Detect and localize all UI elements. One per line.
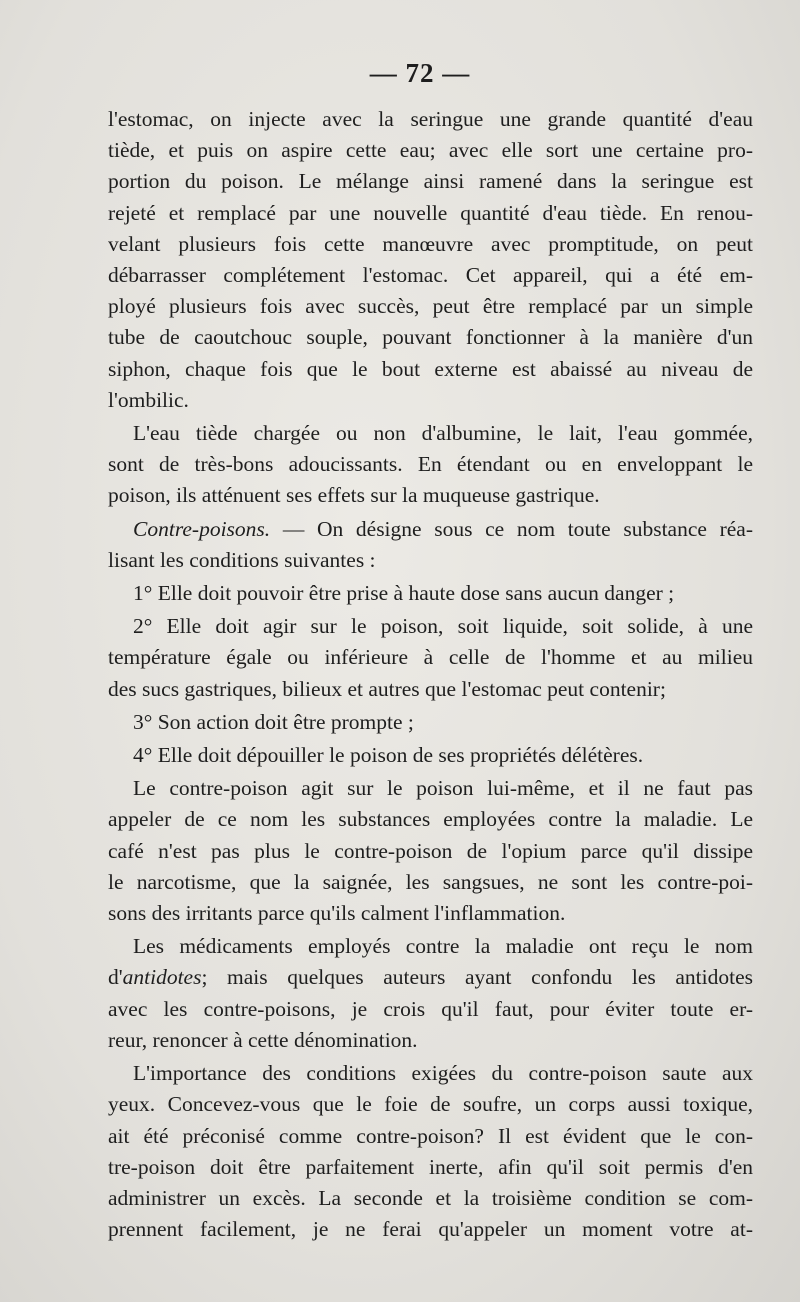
text-line: 2° Elle doit agir sur le poison, soit liquide, soit solide, à une	[133, 614, 753, 639]
text-line	[108, 962, 753, 993]
text-line: tiède, et puis on aspire cette eau; avec elle sort une certaine pro-	[108, 138, 753, 163]
paragraph	[108, 1058, 753, 1245]
text-line: sons des irritants parce qu'ils calment l'inflammation.	[108, 901, 566, 926]
text-line: température égale ou inférieure à celle de l'homme et au milieu	[108, 645, 753, 670]
text-line: 1° Elle doit pouvoir être prise à haute dose sans aucun danger ;	[133, 581, 675, 606]
text-line: rejeté et remplacé par une nouvelle quantité d'eau tiède. En renou-	[108, 200, 753, 225]
text-line: Les médicaments employés contre la maladie ont reçu le nom	[133, 934, 753, 959]
text-line	[108, 514, 753, 545]
paragraph	[108, 418, 753, 512]
text-run: ; mais quelques auteurs ayant confondu les antidotes	[201, 965, 753, 990]
text-run: — On désigne sous ce nom toute substance réa-	[270, 516, 753, 541]
text-line: le narcotisme, que la saignée, les sangsues, ne sont les contre-poi-	[108, 869, 753, 894]
text-line: portion du poison. Le mélange ainsi ramené dans la seringue est	[108, 169, 753, 194]
text-line: siphon, chaque fois que le bout externe est abaissé au niveau de	[108, 356, 753, 381]
text-line: lisant les conditions suivantes :	[108, 547, 376, 572]
list-item	[108, 578, 753, 609]
text-line: tre-poison doit être parfaitement inerte, afin qu'il soit permis d'en	[108, 1154, 753, 1179]
paragraph	[108, 773, 753, 929]
text-line: prennent facilement, je ne ferai qu'appeler un moment votre at-	[108, 1217, 753, 1242]
text-run: d'	[108, 965, 123, 990]
paragraph	[108, 514, 753, 576]
paragraph	[108, 104, 753, 416]
text-line: velant plusieurs fois cette manœuvre avec promptitude, on peut	[108, 231, 753, 256]
page-number: — 72 —	[369, 58, 471, 88]
text-line: débarrasser complétement l'estomac. Cet appareil, qui a été em-	[108, 263, 753, 288]
text-line: administrer un excès. La seconde et la troisième condition se com-	[108, 1185, 753, 1210]
text-line: 4° Elle doit dépouiller le poison de ses propriétés délétères.	[133, 743, 644, 768]
list-item	[108, 611, 753, 705]
section-lead: Contre-poisons.	[133, 516, 271, 541]
list-item	[108, 707, 753, 738]
text-line: yeux. Concevez-vous que le foie de soufre, un corps aussi toxique,	[108, 1092, 753, 1117]
text-line: L'eau tiède chargée ou non d'albumine, le lait, l'eau gommée,	[133, 421, 753, 446]
text-line: L'importance des conditions exigées du contre-poison saute aux	[133, 1061, 753, 1086]
text-line: ployé plusieurs fois avec succès, peut être remplacé par un simple	[108, 294, 753, 319]
page-text	[108, 104, 753, 1247]
paragraph	[108, 931, 753, 1056]
text-line: reur, renoncer à cette dénomination.	[108, 1027, 418, 1052]
text-line: Le contre-poison agit sur le poison lui-même, et il ne faut pas	[133, 776, 753, 801]
text-line: poison, ils atténuent ses effets sur la muqueuse gastrique.	[108, 483, 600, 508]
text-line: sont de très-bons adoucissants. En étendant ou en enveloppant le	[108, 452, 753, 477]
text-line: l'estomac, on injecte avec la seringue une grande quantité d'eau	[108, 107, 753, 131]
text-line: l'ombilic.	[108, 387, 189, 412]
text-line: café n'est pas plus le contre-poison de l'opium parce qu'il dissipe	[108, 838, 753, 863]
text-line: avec les contre-poisons, je crois qu'il faut, pour éviter toute er-	[108, 996, 753, 1021]
text-line: des sucs gastriques, bilieux et autres que l'estomac peut contenir;	[108, 676, 666, 701]
italic-term: antidotes	[122, 965, 202, 990]
list-item	[108, 740, 753, 771]
text-line: tube de caoutchouc souple, pouvant fonctionner à la manière d'un	[108, 325, 753, 350]
text-line: ait été préconisé comme contre-poison? Il est évident que le con-	[108, 1123, 753, 1148]
text-line: 3° Son action doit être prompte ;	[133, 709, 414, 734]
text-line: appeler de ce nom les substances employées contre la maladie. Le	[108, 807, 753, 832]
